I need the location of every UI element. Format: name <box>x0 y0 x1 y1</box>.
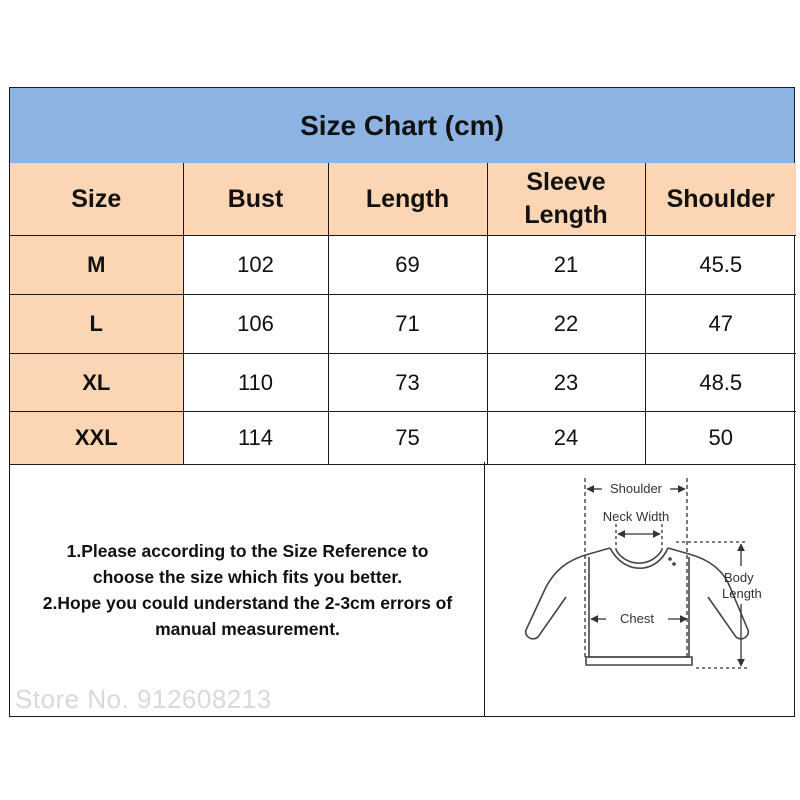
shoulder-label: Shoulder <box>609 481 663 496</box>
shoulder-cell: 48.5 <box>645 354 796 412</box>
bottom-section <box>10 462 794 717</box>
bust-cell: 110 <box>183 354 328 412</box>
measurement-diagram <box>486 462 794 717</box>
header-shoulder: Shoulder <box>645 163 796 236</box>
size-notes <box>10 538 485 642</box>
note-line: 2.Hope you could understand the 2-3cm errors of <box>42 593 453 613</box>
bust-cell: 106 <box>183 295 328 354</box>
header-bust: Bust <box>183 163 328 236</box>
sleeve-length-cell: 24 <box>487 412 645 465</box>
length-cell: 73 <box>328 354 487 412</box>
size-cell: XL <box>10 354 183 412</box>
header-sleeve-length: Sleeve Length <box>487 163 645 236</box>
size-table <box>10 163 796 465</box>
sleeve-length-cell: 23 <box>487 354 645 412</box>
note-line: 1.Please according to the Size Reference to <box>66 541 429 561</box>
size-cell: M <box>10 236 183 295</box>
note-line: manual measurement. <box>155 619 340 639</box>
note-line: choose the size which fits you better. <box>92 567 403 587</box>
header-size: Size <box>10 163 183 236</box>
header-row <box>10 163 796 236</box>
size-cell: L <box>10 295 183 354</box>
sleeve-length-cell: 22 <box>487 295 645 354</box>
bust-cell: 114 <box>183 412 328 465</box>
body-length-label: Length <box>722 586 762 601</box>
shoulder-cell: 45.5 <box>645 236 796 295</box>
neck-width-label: Neck Width <box>602 509 670 524</box>
bust-cell: 102 <box>183 236 328 295</box>
length-cell: 69 <box>328 236 487 295</box>
length-cell: 71 <box>328 295 487 354</box>
sleeve-length-cell: 21 <box>487 236 645 295</box>
shoulder-cell: 50 <box>645 412 796 465</box>
header-length: Length <box>328 163 487 236</box>
sweater-outline-icon <box>526 548 749 665</box>
shoulder-cell: 47 <box>645 295 796 354</box>
shirt-diagram-icon <box>486 462 794 716</box>
size-chart <box>9 87 795 717</box>
table-row <box>10 354 796 412</box>
body-length-label: Body <box>724 570 754 585</box>
chart-title: Size Chart (cm) <box>10 88 794 164</box>
length-cell: 75 <box>328 412 487 465</box>
chest-label: Chest <box>620 611 654 626</box>
store-watermark: Store No. 912608213 <box>15 684 272 714</box>
table-row <box>10 295 796 354</box>
notes-panel <box>10 462 485 717</box>
neck-width-dimension <box>616 524 662 550</box>
table-row <box>10 412 796 465</box>
size-cell: XXL <box>10 412 183 465</box>
table-row <box>10 236 796 295</box>
